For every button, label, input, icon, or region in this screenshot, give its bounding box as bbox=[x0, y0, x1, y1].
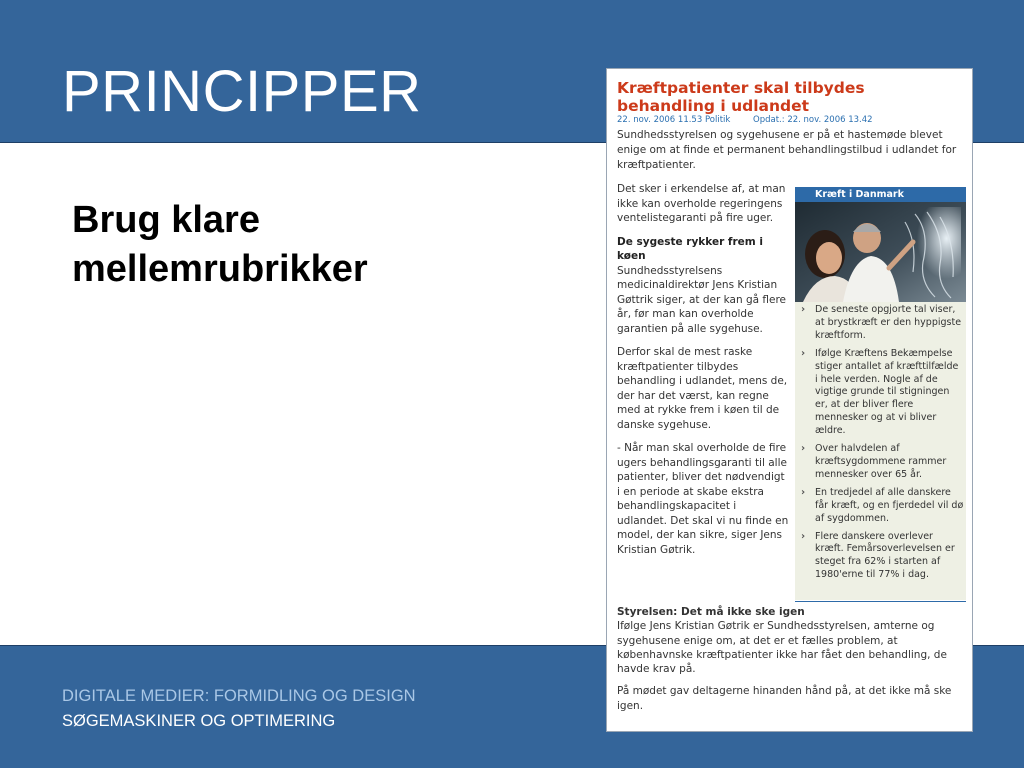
article-paragraph: På mødet gav deltagerne hinanden hånd på, at det ikke må ske igen. bbox=[617, 685, 952, 712]
factbox bbox=[795, 187, 966, 600]
factbox-item-text: Ifølge Kræftens Bekæmpelse stiger antallet af kræfttilfælde i hele verden. Nogle af de vigtige grunde til stigningen er, at der bliver flere mennesker og at vi bliver ældre. bbox=[815, 347, 959, 437]
factbox-item bbox=[801, 487, 964, 526]
factbox-item-text: En tredjedel af alle danskere får kræft, og en fjerdedel vil dø af sygdommen. bbox=[815, 486, 964, 524]
article-published-date: 22. nov. 2006 11.53 Politik bbox=[617, 115, 731, 125]
article-paragraph: - Når man skal overholde de fire ugers behandlingsgaranti til alle patienter, bliver det nødvendigt i en periode at skabe ekstra behandlingskapacitet i udlandet. Det skal vi nu finde en model, der kan sikre, siger Jens Kristian Gøtrik. bbox=[617, 442, 789, 556]
factbox-item-text: De seneste opgjorte tal viser, at brystkræft er den hyppigste kræftform. bbox=[815, 304, 962, 341]
factbox-photo bbox=[795, 202, 966, 302]
article-body-left bbox=[617, 182, 789, 566]
factbox-item bbox=[801, 348, 964, 438]
slide-subheading bbox=[72, 196, 492, 294]
chevron-right-icon: › bbox=[801, 347, 806, 359]
article-lead: Sundhedsstyrelsen og sygehusene er på et hastemøde blevet enige om at finde et permanent behandlingstilbud i udlandet for kræftpatienter. bbox=[617, 129, 957, 171]
chevron-right-icon: › bbox=[801, 530, 806, 542]
article-headline: Kræftpatienter skal tilbydes behandling i udlandet bbox=[617, 79, 865, 115]
factbox-item bbox=[801, 531, 964, 583]
slide-subheading-line-2: mellemrubrikker bbox=[72, 248, 368, 290]
article-updated-date: Opdat.: 22. nov. 2006 13.42 bbox=[753, 115, 873, 125]
factbox-item bbox=[801, 304, 964, 343]
chevron-right-icon: › bbox=[801, 486, 806, 498]
article-meta bbox=[617, 115, 873, 125]
slide-subheading-line-1: Brug klare bbox=[72, 199, 260, 241]
article-body-bottom bbox=[617, 605, 969, 721]
factbox-item-text: Flere danskere overlever kræft. Femårsoverlevelsen er steget fra 62% i starten af 1980'erne til 77% i dag. bbox=[815, 530, 955, 581]
slide-title: PRINCIPPER bbox=[62, 59, 422, 124]
factbox-divider bbox=[795, 601, 966, 602]
article-paragraph: Ifølge Jens Kristian Gøtrik er Sundhedsstyrelsen, amterne og sygehusene enige om, at det er et fælles problem, at københavnske kræftpatienter ikke har fået den behandling, de havde krav på. bbox=[617, 620, 947, 676]
article-paragraph: Sundhedsstyrelsens medicinaldirektør Jens Kristian Gøttrik siger, at der kan gå flere år, før man kan overholde garantien på alle sygehuse. bbox=[617, 264, 786, 335]
factbox-item bbox=[801, 443, 964, 482]
chevron-right-icon: › bbox=[801, 304, 806, 315]
article-paragraph: Det sker i erkendelse af, at man ikke kan overholde regeringens ventelistegaranti på fire uger. bbox=[617, 183, 786, 224]
footer-course-title: DIGITALE MEDIER: FORMIDLING OG DESIGN bbox=[62, 687, 416, 705]
article-paragraph: Derfor skal de mest raske kræftpatienter tilbydes behandling i udlandet, mens de, der har det værst, kan regne med at rykke frem i køen til de danske sygehuse. bbox=[617, 346, 788, 431]
factbox-header: Kræft i Danmark bbox=[795, 187, 966, 202]
factbox-list bbox=[795, 302, 966, 582]
chevron-right-icon: › bbox=[801, 443, 806, 455]
doctors-xray-photo bbox=[795, 202, 966, 302]
factbox-item-text: Over halvdelen af kræftsygdommene rammer mennesker over 65 år. bbox=[815, 443, 947, 480]
footer-lecture-title: SØGEMASKINER OG OPTIMERING bbox=[62, 712, 336, 730]
article-subheading: Styrelsen: Det må ikke ske igen bbox=[617, 606, 805, 618]
news-article-screenshot bbox=[606, 68, 973, 732]
article-subheading: De sygeste rykker frem i køen bbox=[617, 235, 763, 262]
